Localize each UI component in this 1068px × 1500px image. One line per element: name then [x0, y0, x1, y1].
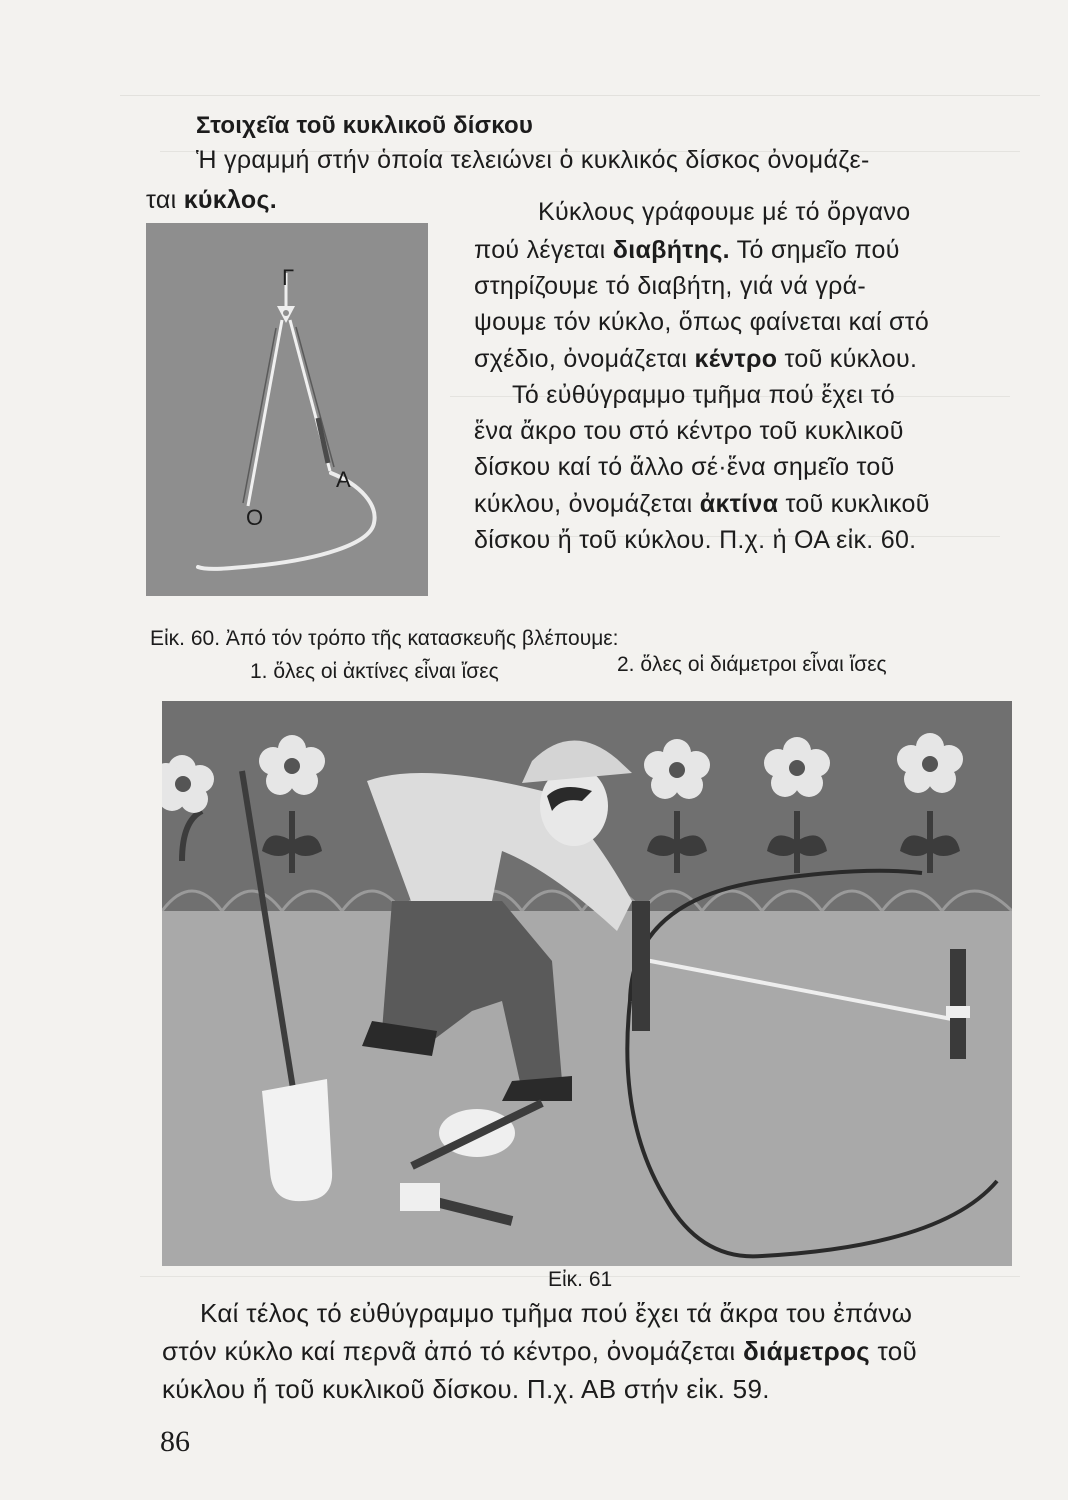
center-stake: [950, 949, 966, 1059]
compass-leg-shadow: [296, 327, 334, 467]
shovel-blade: [262, 1079, 332, 1201]
term-diameter: διάμετρος: [742, 1336, 870, 1366]
mallet-head: [400, 1183, 440, 1211]
paragraph-3-line-1: Τό εὐθύγραμμο τμῆμα πού ἔχει τό: [512, 381, 895, 409]
text-run: τοῦ κυκλικοῦ: [778, 490, 930, 518]
text-run: στόν κύκλο καί περνᾶ ἀπό τό κέντρο, ὀνομάζεται: [162, 1336, 743, 1366]
paragraph-4-line-2: [162, 1336, 917, 1367]
paragraph-2-line-4: ψουμε τόν κύκλο, ὅπως φαίνεται καί στό: [474, 308, 930, 336]
figure-60-caption-item-2: 2. ὅλες οἱ διάμετροι εἶναι ἴσες: [617, 653, 887, 676]
label-point-a: A: [336, 467, 351, 492]
paragraph-4-line-1: Καί τέλος τό εὐθύγραμμο τμῆμα πού ἔχει τά ἄκρα του ἐπάνω: [200, 1298, 913, 1328]
text-run: κύκλου, ὀνομάζεται: [474, 490, 700, 518]
section-title: Στοιχεῖα τοῦ κυκλικοῦ δίσκου: [196, 112, 534, 139]
text-run: τοῦ κύκλου.: [777, 345, 918, 373]
rope-knot: [946, 1006, 970, 1018]
paragraph-1-line-1: Ἡ γραμμή στήν ὁποία τελειώνει ὁ κυκλικός δίσκος ὀνομάζε-: [196, 146, 870, 174]
figure-61-gardener: [162, 701, 1012, 1266]
text-run: τοῦ: [870, 1336, 918, 1366]
paragraph-3-line-2: ἕνα ἄκρο του στό κέντρο τοῦ κυκλικοῦ: [474, 417, 904, 445]
label-center-o: O: [246, 505, 264, 530]
label-gamma: Γ: [282, 265, 295, 290]
term-circle: κύκλος.: [183, 186, 278, 214]
term-compass: διαβήτης.: [612, 236, 730, 264]
paragraph-2-line-1: Κύκλους γράφουμε μέ τό ὄργανο: [538, 198, 911, 226]
gardener-illustration: [162, 701, 1012, 1266]
term-center: κέντρο: [694, 345, 778, 373]
compass-leg-shadow: [243, 328, 276, 503]
marking-stake: [632, 901, 650, 1031]
figure-60-caption: Εἰκ. 60. Ἀπό τόν τρόπο τῆς κατασκευῆς βλέπουμε:: [150, 627, 619, 650]
text-run: σχέδιο, ὀνομάζεται: [474, 345, 695, 373]
text-run: ται: [146, 186, 184, 214]
figure-60-compass: [146, 223, 428, 596]
page-number: 86: [160, 1425, 190, 1458]
paragraph-3-line-3: δίσκου καί τό ἄλλο σέ·ἕνα σημεῖο τοῦ: [474, 453, 895, 481]
figure-60-caption-item-1: 1. ὅλες οἱ ἀκτίνες εἶναι ἴσες: [250, 660, 499, 683]
text-run: Τό σημεῖο πού: [729, 236, 900, 264]
figure-61-caption: Εἰκ. 61: [548, 1268, 613, 1291]
term-radius: ἀκτίνα: [699, 490, 779, 518]
paragraph-2-line-5: [474, 345, 917, 374]
paragraph-4-line-3: κύκλου ἤ τοῦ κυκλικοῦ δίσκου. Π.χ. ΑΒ στήν εἰκ. 59.: [162, 1374, 770, 1404]
hinge-pin: [283, 310, 289, 316]
text-run: πού λέγεται: [474, 236, 613, 264]
paragraph-1-line-2: [146, 186, 277, 215]
compass-illustration: [146, 223, 428, 596]
paragraph-2-line-3: στηρίζουμε τό διαβήτη, γιά νά γρά-: [474, 272, 867, 300]
paragraph-2-line-2: [474, 236, 900, 265]
compass-leg-point: [248, 320, 282, 506]
paragraph-3-line-5: δίσκου ἤ τοῦ κύκλου. Π.χ. ἡ ΟΑ εἰκ. 60.: [474, 526, 917, 554]
paragraph-3-line-4: [474, 490, 930, 519]
